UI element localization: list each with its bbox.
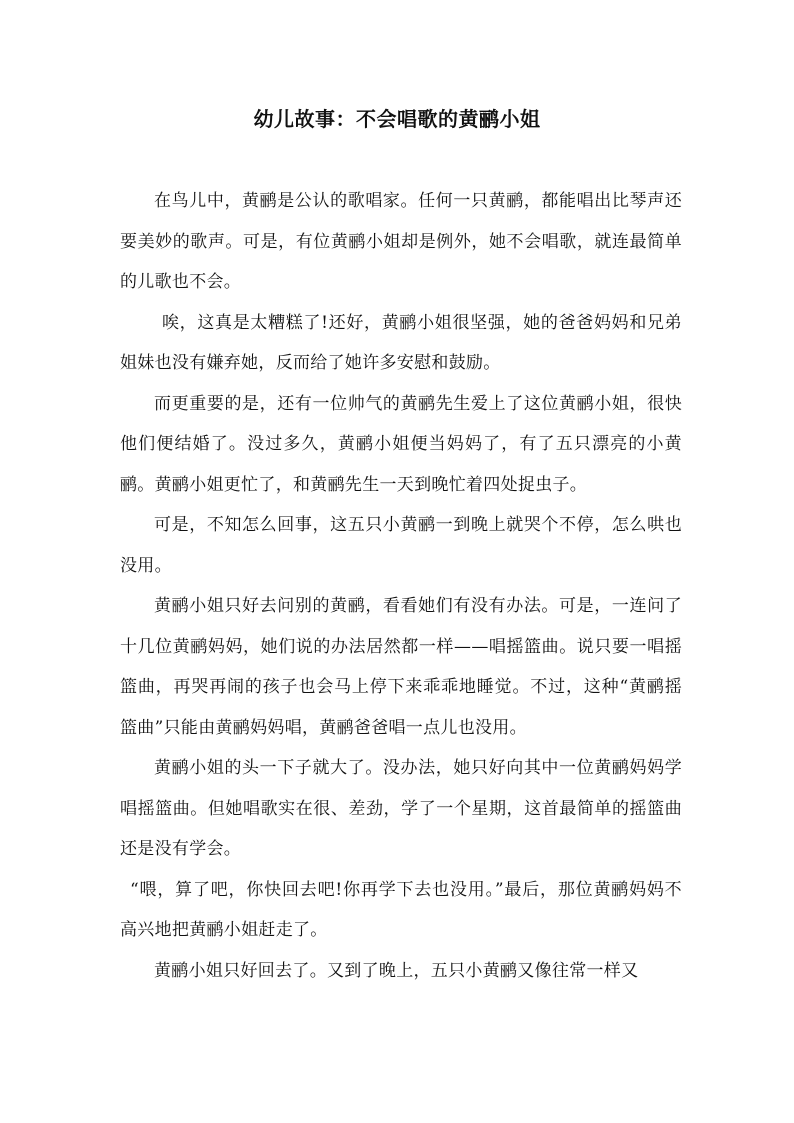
paragraph: 而更重要的是，还有一位帅气的黄鹂先生爱上了这位黄鹂小姐，很快他们便结婚了。没过多久，黄鹂小姐便当妈妈了，有了五只漂亮的小黄鹂。黄鹂小姐更忙了，和黄鹂先生一天到晚忙着四处捉虫子。 xyxy=(120,393,682,495)
document-body xyxy=(120,181,682,991)
paragraph: 黄鹂小姐的头一下子就大了。没办法，她只好向其中一位黄鹂妈妈学唱摇篮曲。但她唱歌实在很、差劲，学了一个星期，这首最简单的摇篮曲还是没有学会。 xyxy=(120,758,682,859)
document-title: 幼儿故事：不会唱歌的黄鹂小姐 xyxy=(253,107,541,131)
paragraph: “喂，算了吧，你快回去吧!你再学下去也没用。”最后，那位黄鹂妈妈不高兴地把黄鹂小姐赶走了。 xyxy=(120,879,682,940)
paragraph: 在鸟儿中，黄鹂是公认的歌唱家。任何一只黄鹂，都能唱出比琴声还要美妙的歌声。可是，有位黄鹂小姐却是例外，她不会唱歌，就连最简单的儿歌也不会。 xyxy=(120,191,682,292)
paragraph: 黄鹂小姐只好回去了。又到了晚上，五只小黄鹂又像往常一样又 xyxy=(154,960,639,981)
paragraph: 可是，不知怎么回事，这五只小黄鹂一到晚上就哭个不停，怎么哄也没用。 xyxy=(120,515,682,576)
paragraph: 唉，这真是太糟糕了!还好，黄鹂小姐很坚强，她的爸爸妈妈和兄弟姐妹也没有嫌弃她，反而给了她许多安慰和鼓励。 xyxy=(120,312,682,373)
paragraph: 黄鹂小姐只好去问别的黄鹂，看看她们有没有办法。可是，一连问了十几位黄鹂妈妈，她们说的办法居然都一样——唱摇篮曲。说只要一唱摇篮曲，再哭再闹的孩子也会马上停下来乖乖地睡觉。不过，这种“黄鹂摇篮曲”只能由黄鹂妈妈唱，黄鹂爸爸唱一点儿也没用。 xyxy=(120,596,682,738)
